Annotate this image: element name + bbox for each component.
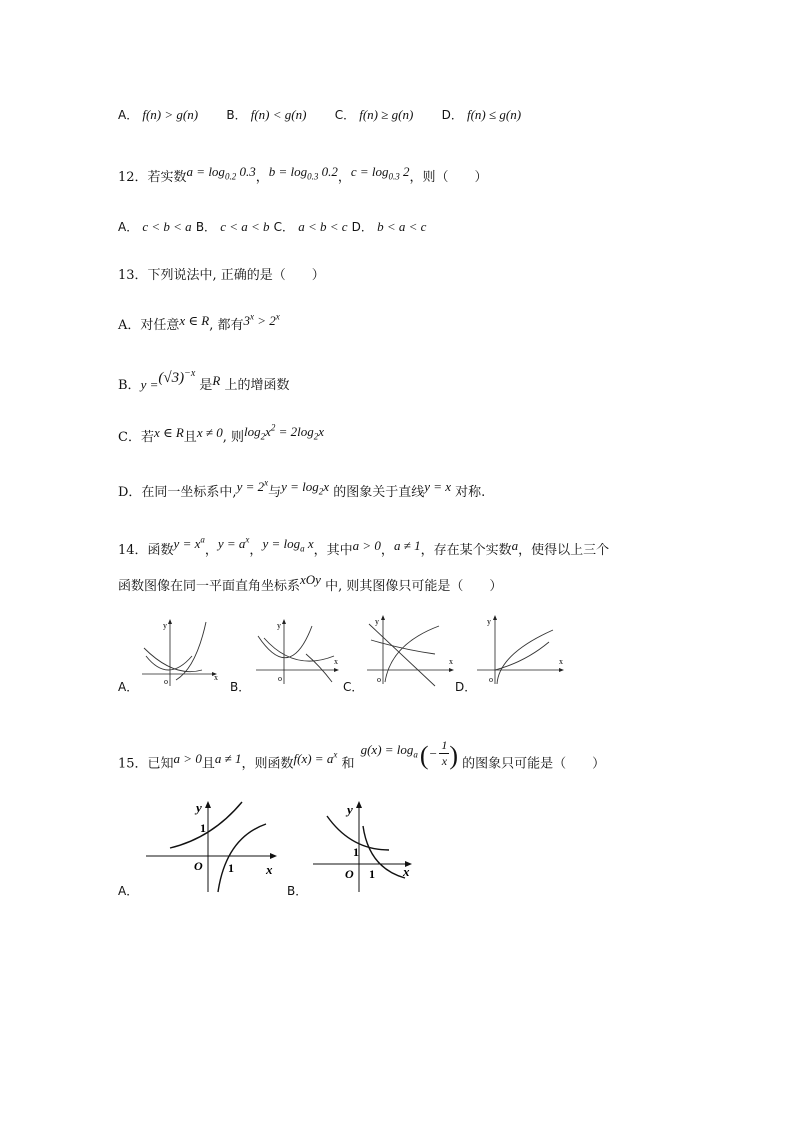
q11-option-c[interactable]: C． f(n) ≥ g(n) — [334, 107, 414, 122]
q15-stem: 15．已知a > 0且a ≠ 1，则函数$f(x) = a^x$ 和 $g(x) = \log_a$( − $\frac{1}{x}$ ) 的图象只可能是（ ） — [118, 738, 606, 772]
q15-graph-a — [142, 798, 282, 896]
q13-option-b[interactable]: B．$y =(√3)^{-x}$ 是R 上的增函数 — [118, 368, 290, 393]
q12-option-d[interactable]: D． b < a < c — [351, 219, 427, 234]
q11-option-a[interactable]: A． f(n) > g(n) — [118, 107, 199, 122]
q13-option-d[interactable]: D．在同一坐标系中$,y = 2^x$与$y = \log_2x$ 的图象关于直线y = x 对称. — [118, 477, 486, 500]
q13-stem: 13．下列说法中, 正确的是（ ） — [118, 268, 325, 283]
q14-option-a[interactable]: A． x y o — [118, 618, 222, 694]
svg-text:y: y — [163, 621, 167, 630]
q11-options — [118, 106, 521, 123]
svg-text:o: o — [377, 675, 381, 684]
q14-option-b[interactable]: B． x y o — [230, 618, 342, 694]
svg-text:x: x — [403, 864, 410, 879]
q13-option-c[interactable]: C．若x ∈ R且x ≠ 0, 则$\log_2x^2 = 2\log_2x$ — [118, 422, 325, 445]
svg-text:x: x — [559, 657, 563, 666]
q15-graph-b — [309, 798, 419, 896]
q15-option-b[interactable]: B． x y O 1 1 — [287, 798, 417, 902]
q14-stem-line2: 函数图像在同一平面直角坐标系xOy 中, 则其图像只可能是（ ） — [118, 572, 503, 594]
q13-option-a[interactable]: A．对任意x ∈ R, 都有$3^x > 2^x$ — [118, 311, 280, 333]
q14-option-c[interactable]: C． x y o — [343, 614, 455, 694]
q14-graph-a — [140, 618, 220, 688]
q14-graph-b — [254, 618, 340, 688]
svg-text:x: x — [266, 862, 273, 877]
svg-text:y: y — [347, 802, 353, 817]
q11-option-b[interactable]: B． f(n) < g(n) — [226, 107, 307, 122]
svg-text:x: x — [334, 657, 338, 666]
svg-text:1: 1 — [200, 821, 206, 835]
svg-text:o: o — [489, 675, 493, 684]
q12-stem: 12．若实数$a = \log_{0.2} 0.3$，$b = \log_{0.3} 0.2$，$c = \log_{0.3} 2$，则（ ） — [118, 164, 488, 185]
q12-option-b[interactable]: B． c < a < b — [195, 219, 270, 234]
q11-option-d[interactable]: D． f(n) ≤ g(n) — [441, 107, 522, 122]
svg-text:x: x — [449, 657, 453, 666]
svg-text:1: 1 — [369, 867, 375, 881]
svg-text:y: y — [487, 617, 491, 626]
q14-graph-c — [365, 614, 455, 690]
svg-text:O: O — [345, 867, 354, 881]
svg-text:y: y — [277, 621, 281, 630]
svg-text:o: o — [164, 677, 168, 686]
q12-options — [118, 218, 426, 235]
svg-text:1: 1 — [228, 861, 234, 875]
svg-text:O: O — [194, 859, 203, 873]
q14-option-d[interactable]: D． x y o — [455, 614, 567, 694]
svg-text:y: y — [375, 617, 379, 626]
q12-option-c[interactable]: C． a < b < c — [273, 219, 348, 234]
svg-text:o: o — [278, 674, 282, 683]
svg-text:x: x — [214, 673, 218, 682]
q14-graph-d — [475, 614, 565, 690]
q15-option-a[interactable]: A． x y O 1 1 — [118, 798, 280, 902]
svg-text:1: 1 — [353, 845, 359, 859]
q12-option-a[interactable]: A． c < b < a — [118, 219, 192, 234]
q14-stem-line1: 14．函数$y = x^a$，$y = a^x$，$y = \log_a x$，其中a > 0，a ≠ 1，存在某个实数a，使得以上三个 — [118, 534, 610, 558]
svg-text:y: y — [196, 800, 202, 815]
